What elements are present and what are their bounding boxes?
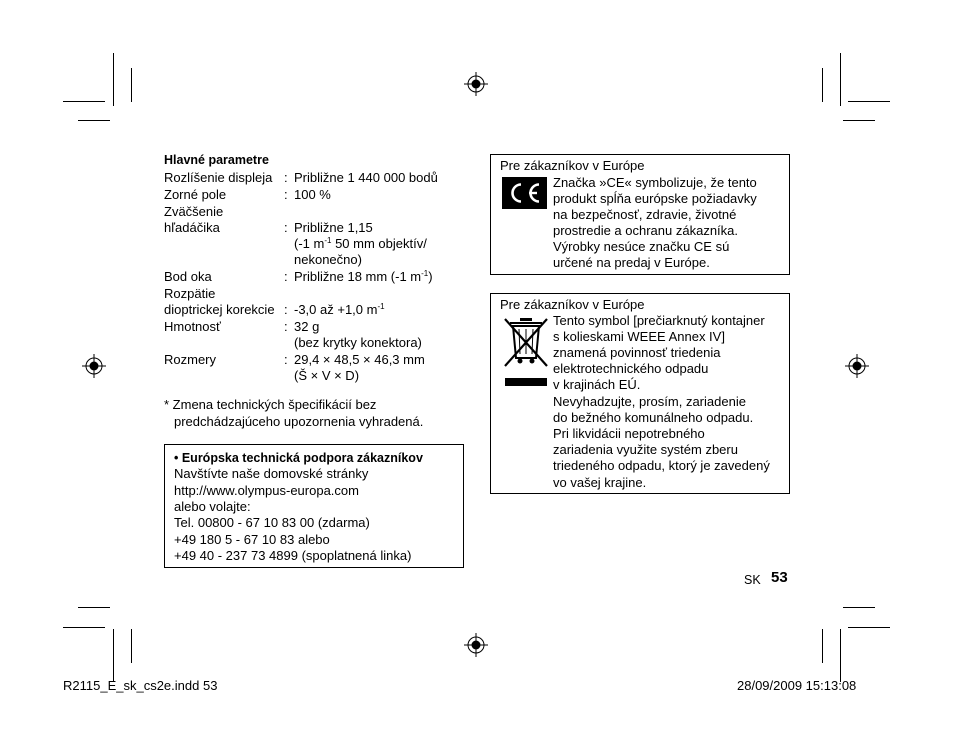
spec-label: Bod oka: [164, 269, 212, 284]
weee-box-line: s kolieskami WEEE Annex IV]: [553, 329, 725, 344]
spec-label: Rozlíšenie displeja: [164, 170, 273, 185]
spec-separator: :: [284, 220, 288, 235]
specs-note: * Zmena technických špecifikácií bez: [164, 397, 377, 412]
support-line: alebo volajte:: [174, 499, 251, 514]
page-language: SK: [744, 573, 761, 587]
weee-box-line: elektrotechnického odpadu: [553, 361, 709, 376]
support-title: • Európska technická podpora zákazníkov: [174, 451, 423, 465]
footer-datetime: 28/09/2009 15:13:08: [737, 678, 857, 693]
spec-value: (Š × V × D): [294, 368, 360, 383]
registration-mark-icon: [464, 633, 488, 657]
ce-box-line: Značka »CE« symbolizuje, že tento: [553, 175, 757, 190]
page-number: 53: [771, 569, 788, 586]
weee-box-line: v krajinách EÚ.: [553, 377, 641, 392]
crop-mark: [131, 629, 132, 663]
weee-box-line: Nevyhadzujte, prosím, zariadenie: [553, 394, 746, 409]
crop-mark: [78, 120, 110, 121]
spec-label: Rozmery: [164, 352, 217, 367]
specs-heading: Hlavné parametre: [164, 153, 269, 167]
spec-value: -3,0 až +1,0 $m^{-1}$: [294, 302, 385, 317]
support-box: [164, 444, 464, 568]
spec-separator: :: [284, 170, 288, 185]
spec-label: dioptrickej korekcie: [164, 302, 275, 317]
crop-mark: [113, 53, 114, 106]
spec-label: Zväčšenie: [164, 204, 224, 219]
support-line: +49 40 - 237 73 4899 (spoplatnená linka): [174, 548, 412, 563]
crop-mark: [840, 53, 841, 106]
spec-separator: :: [284, 187, 288, 202]
weee-box-line: vo vašej krajine.: [553, 475, 647, 490]
spec-value: nekonečno): [294, 252, 362, 267]
weee-box-line: do bežného komunálneho odpadu.: [553, 410, 754, 425]
registration-mark-icon: [464, 72, 488, 96]
ce-box-line: určené na predaj v Európe.: [553, 255, 710, 270]
crop-mark: [822, 68, 823, 102]
support-line: Navštívte naše domovské stránky: [174, 466, 369, 481]
crop-mark: [63, 627, 105, 628]
ce-box-line: Výrobky nesúce značku CE sú: [553, 239, 730, 254]
crop-mark: [848, 101, 890, 102]
crop-mark: [78, 607, 110, 608]
weee-box-title: Pre zákazníkov v Európe: [500, 297, 645, 312]
footer-file: R2115_E_sk_cs2e.indd 53: [63, 678, 218, 693]
crop-mark: [840, 629, 841, 682]
support-line: +49 180 5 - 67 10 83 alebo: [174, 532, 330, 547]
crossed-bin-icon: [501, 316, 551, 388]
spec-separator: :: [284, 352, 288, 367]
weee-box-line: znamená povinnosť triedenia: [553, 345, 721, 360]
spec-value: 29,4 × 48,5 × 46,3 mm: [294, 352, 425, 367]
spec-value: Približne 18 mm (-1 $m^{-1}$): [294, 269, 433, 284]
support-line: Tel. 00800 - 67 10 83 00 (zdarma): [174, 515, 370, 530]
crop-mark: [848, 627, 890, 628]
weee-box-line: Pri likvidácii nepotrebného: [553, 426, 705, 441]
ce-box-title: Pre zákazníkov v Európe: [500, 158, 645, 173]
spec-value: Približne 1 440 000 bodů: [294, 170, 438, 185]
spec-value: (-1 $m^{-1}$ 50 mm objektív/: [294, 236, 427, 251]
crop-mark: [113, 629, 114, 682]
spec-separator: :: [284, 319, 288, 334]
ce-box-line: prostredie a ochranu zákazníka.: [553, 223, 738, 238]
specs-note: predchádzajúceho upozornenia vyhradená.: [174, 414, 424, 429]
registration-mark-icon: [82, 354, 106, 378]
spec-value: 32 g: [294, 319, 320, 334]
weee-box-line: triedeného odpadu, ktorý je zavedený: [553, 458, 770, 473]
crop-mark: [843, 120, 875, 121]
spec-separator: :: [284, 302, 288, 317]
spec-label: hľadáčika: [164, 220, 220, 235]
support-link[interactable]: http://www.olympus-europa.com: [174, 483, 359, 498]
registration-mark-icon: [845, 354, 869, 378]
crop-mark: [63, 101, 105, 102]
spec-separator: :: [284, 269, 288, 284]
ce-box-line: produkt spĺňa európske požiadavky: [553, 191, 757, 206]
ce-info-box: [490, 154, 790, 275]
weee-box-line: zariadenia využite systém zberu: [553, 442, 738, 457]
ce-mark-icon: [502, 177, 547, 209]
weee-info-box: [490, 293, 790, 494]
spec-label: Rozpätie: [164, 286, 216, 301]
ce-box-line: na bezpečnosť, zdravie, životné: [553, 207, 737, 222]
spec-label: Zorné pole: [164, 187, 227, 202]
spec-value: (bez krytky konektora): [294, 335, 422, 350]
spec-value: 100 %: [294, 187, 331, 202]
crop-mark: [822, 629, 823, 663]
spec-label: Hmotnosť: [164, 319, 221, 334]
weee-box-line: Tento symbol [prečiarknutý kontajner: [553, 313, 765, 328]
crop-mark: [843, 607, 875, 608]
spec-value: Približne 1,15: [294, 220, 373, 235]
crop-mark: [131, 68, 132, 102]
